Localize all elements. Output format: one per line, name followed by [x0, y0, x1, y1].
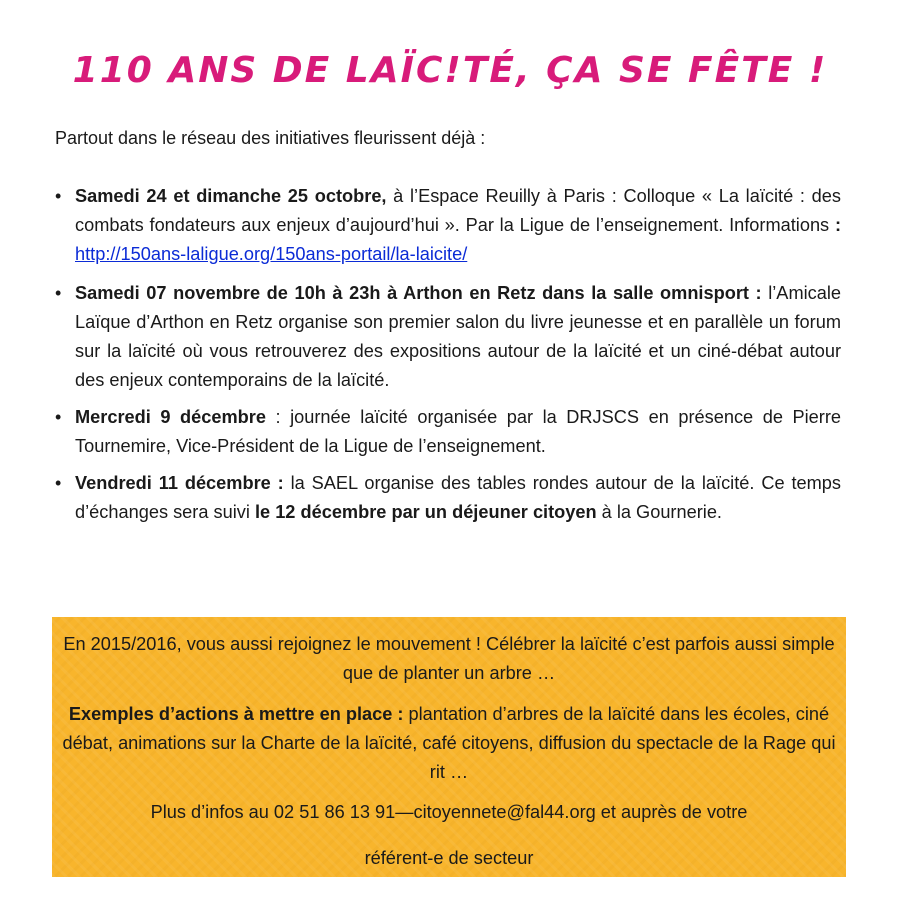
list-item: [55, 469, 841, 527]
bullet-icon: •: [55, 283, 62, 303]
event-description: à l’Espace Reuilly à Paris : Colloque « La laïcité : des combats fondateurs aux enjeux d’aujourd’hui ». Par la Ligue de l’enseignement. Informations: [75, 186, 841, 235]
callout-box: [52, 617, 846, 877]
bullet-icon: •: [55, 186, 62, 206]
examples-text: plantation d’arbres de la laïcité dans les écoles, ciné débat, animations sur la Charte de la laïcité, café citoyens, diffusion du spectacle de la Rage qui rit …: [62, 704, 836, 782]
event-description: la SAEL organise des tables rondes autour de la laïcité. Ce temps d’échanges sera suivi: [75, 473, 841, 522]
callout-examples: [60, 700, 838, 787]
event-date: Samedi 07 novembre de 10h à 23h à Arthon en Retz dans la salle omnisport :: [75, 283, 762, 303]
bullet-icon: •: [55, 407, 62, 427]
callout-contact: Plus d’infos au 02 51 86 13 91—citoyennete@fal44.org et auprès de votre: [150, 802, 748, 822]
event-description: : journée laïcité organisée par la DRJSCS en présence de Pierre Tournemire, Vice-Président de la Ligue de l’enseignement.: [75, 407, 841, 456]
intro-text: Partout dans le réseau des initiatives fleurissent déjà :: [55, 128, 486, 148]
callout-intro: En 2015/2016, vous aussi rejoignez le mouvement ! Célébrer la laïcité c’est parfois aussi simple que de planter un arbre …: [63, 634, 835, 683]
bullet-icon: •: [55, 473, 62, 493]
page-title: 110 ANS DE LAÏC!TÉ, ÇA SE FÊTE !: [72, 50, 828, 91]
event-description-end: à la Gournerie.: [596, 502, 722, 522]
event-date: Samedi 24 et dimanche 25 octobre,: [75, 186, 387, 206]
info-colon: :: [834, 215, 841, 235]
events-list: [55, 182, 841, 535]
event-date: Mercredi 9 décembre: [75, 407, 266, 427]
examples-heading: Exemples d’actions à mettre en place :: [68, 704, 404, 724]
event-date: Vendredi 11 décembre :: [75, 473, 284, 493]
list-item: [55, 403, 841, 461]
list-item: [55, 182, 841, 269]
event-highlight: le 12 décembre par un déjeuner citoyen: [254, 502, 597, 522]
callout-contact-referent: référent-e de secteur: [364, 848, 534, 868]
event-description: l’Amicale Laïque d’Arthon en Retz organise son premier salon du livre jeunesse et en parallèle un forum sur la laïcité où vous retrouverez des expositions autour de la laïcité et un ciné-débat autour des enjeux contemporains de la laïcité.: [75, 283, 841, 390]
list-item: [55, 279, 841, 395]
event-link[interactable]: http://150ans-laligue.org/150ans-portail/la-laicite/: [75, 244, 468, 264]
